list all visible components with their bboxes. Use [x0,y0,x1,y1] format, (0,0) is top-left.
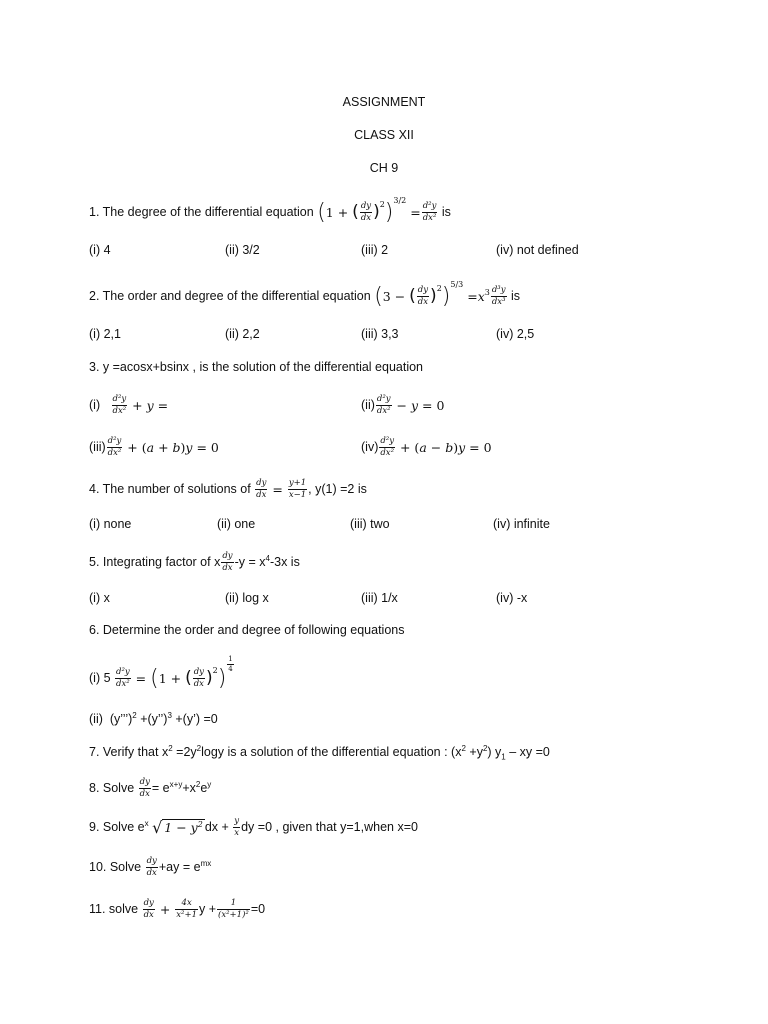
question-9: 9. Solve e $^x$ √ $1 - y^2$ dx + $\frac{y}{x}$ dy =0 , given that y=1,when x=0 [89,816,418,838]
q5-option-1: (i) x [89,591,110,605]
q3-option-3: (iii) $\frac{\text{d²y}}{\text{dx²}}$ + (a + b)y = 0 [89,436,219,458]
q5-option-3: (iii) 1/x [361,591,398,605]
q3-option-2: (ii) $\frac{\text{d²y}}{\text{dx²}}$ − y = 0 [361,394,445,416]
question-2 [89,276,520,316]
q1-text: 1. The degree of the differential equation [89,205,314,219]
q4-option-3: (iii) two [350,517,390,531]
q1-suffix: is [441,205,451,219]
q1-option-2: (ii) 3/2 [225,243,260,257]
q3-option-4: (iv) $\frac{\text{d²y}}{\text{dx²}}$ + (a − b)y = 0 [361,436,492,458]
q6-sub-ii: (ii) (y’’’)$^2$ +(y’’)$^3$ +(y’) =0 [89,711,218,727]
q2-option-1: (i) 2,1 [89,327,121,341]
q6-sub-i: (i) 5 $\frac{\text{d²y}}{\text{dx²}}$ = ( 1 + ( $\frac{dy}{dx}$ ) $^2$ ) $\frac{1}{4}$ [89,654,233,691]
q2-equation: ( 3 − ( $\frac{dy}{dx}$ ) $^2$ ) $^{5/3}$ = x $^3$ $\frac{\text{d³y}}{\text{dx³}}$ [374,279,506,309]
q2-suffix: is [511,289,521,303]
doc-title: ASSIGNMENT [342,95,426,109]
question-6: 6. Determine the order and degree of following equations [89,623,405,637]
q2-text: 2. The order and degree of the differential equation [89,289,371,303]
chapter-label: CH 9 [369,161,399,175]
question-3: 3. y =acosx+bsinx , is the solution of the differential equation [89,360,424,374]
q4-option-4: (iv) infinite [493,517,550,531]
q5-option-4: (iv) -x [496,591,528,605]
question-8: 8. Solve $\frac{dy}{dx}$ = e $^{x+y}$ +x $^2$ e $^y$ [89,777,212,799]
q4-option-2: (ii) one [217,517,256,531]
question-4: 4. The number of solutions of $\frac{dy}{dx}$ = $\frac{y+1}{x-1}$ , y(1) =2 is [89,478,367,500]
q2-option-4: (iv) 2,5 [496,327,535,341]
q1-option-3: (iii) 2 [361,243,389,257]
q5-option-2: (ii) log x [225,591,269,605]
q1-option-1: (i) 4 [89,243,111,257]
q4-option-1: (i) none [89,517,132,531]
question-1 [89,192,451,232]
q2-option-3: (iii) 3,3 [361,327,399,341]
q1-equation: ( 1 + ( $\frac{dy}{dx}$ ) $^2$ ) $^{3/2}$ = $\frac{\text{d²y}}{\text{dx²}}$ [317,195,437,225]
q3-option-1: (i) $\frac{\text{d²y}}{\text{dx²}}$ + y = [89,394,169,416]
q1-option-4: (iv) not defined [496,243,579,257]
question-11: 11. solve $\frac{dy}{dx}$ + $\frac{4x}{\text{x²+1}}$ y + $\frac{1}{\text{(x²+1)²}}$ =0 [89,898,266,920]
q2-option-2: (ii) 2,2 [225,327,260,341]
question-5: 5. Integrating factor of x $\frac{dy}{dx}$ -y = x $^4$ -3x is [89,551,300,573]
question-7: 7. Verify that $x^2 =2y^2\log y$ is a solution of the differential equation : $(x^2 +y^2)$ $y_1$ – xy =0 [89,744,550,762]
class-label: CLASS XII [354,128,414,142]
question-10: 10. Solve $\frac{dy}{dx}$ +ay = e $^{mx}$ [89,856,212,878]
